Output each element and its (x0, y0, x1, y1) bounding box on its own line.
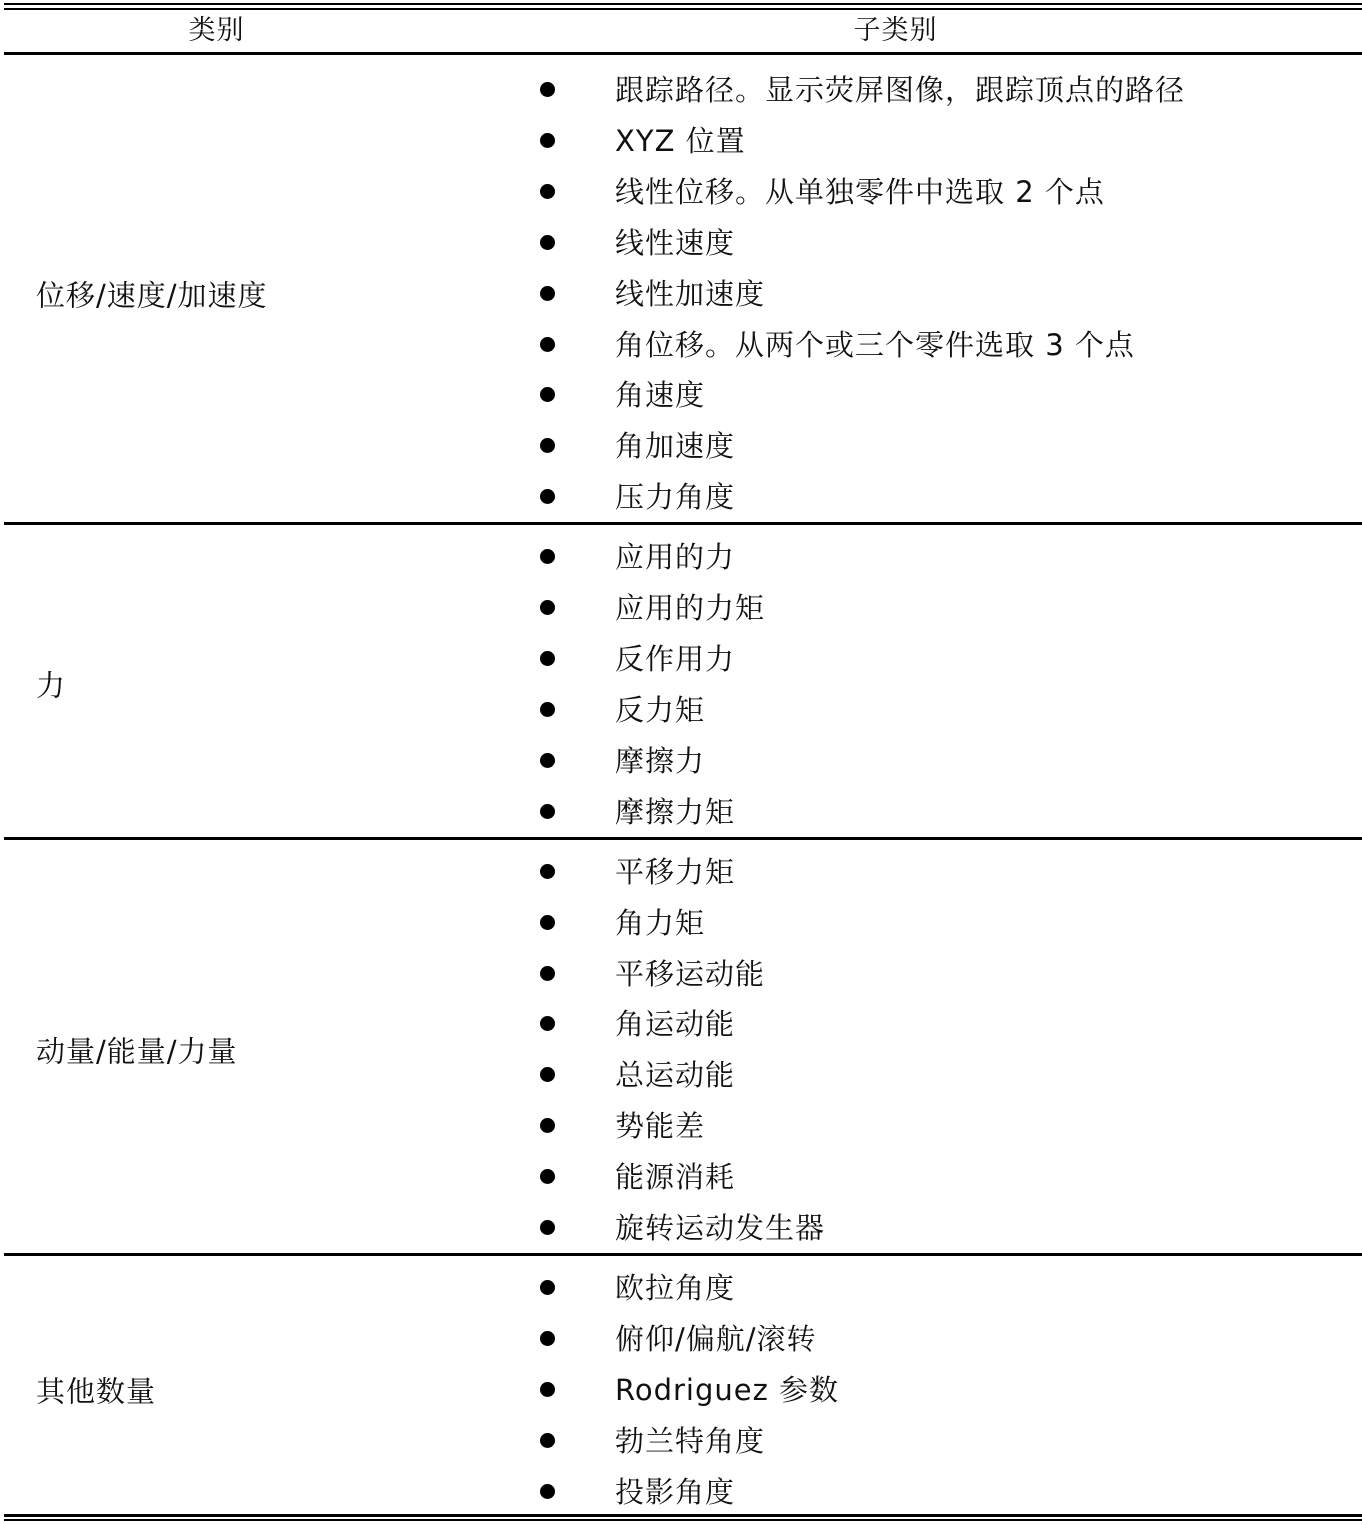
list-item (4, 1370, 1362, 1410)
list-item (4, 792, 1362, 832)
bullet-icon (540, 651, 555, 666)
table-bottom-rule-inner (4, 1519, 1362, 1521)
list-item (4, 537, 1362, 577)
bullet-icon (540, 1280, 555, 1295)
bullet-icon (540, 438, 555, 453)
list-item (4, 903, 1362, 943)
header-category: 类别 (188, 15, 245, 46)
bullet-icon (540, 1067, 555, 1082)
list-item-text: Rodriguez 参数 (615, 1372, 840, 1407)
list-item (4, 477, 1362, 517)
list-item-text: 跟踪路径。显示荧屏图像，跟踪顶点的路径 (615, 73, 1186, 107)
bullet-icon (540, 337, 555, 352)
list-item-text: 势能差 (615, 1109, 706, 1144)
list-item (4, 1421, 1362, 1461)
list-item-text: 反力矩 (615, 692, 706, 727)
bullet-icon (540, 286, 555, 301)
bullet-icon (540, 549, 555, 564)
list-item (4, 1319, 1362, 1359)
list-item (4, 954, 1362, 994)
list-item (4, 741, 1362, 781)
list-item-text: 俯仰/偏航/滚转 (615, 1321, 817, 1356)
list-item-text: 线性位移。从单独零件中选取 2 个点 (615, 174, 1105, 209)
list-item (4, 70, 1362, 110)
row-separator (4, 522, 1362, 525)
list-item-text: 应用的力 (615, 540, 736, 575)
list-item (4, 1004, 1362, 1044)
list-item (4, 588, 1362, 628)
list-item-text: 摩擦力矩 (615, 794, 736, 829)
list-item (4, 690, 1362, 730)
row-separator (4, 1253, 1362, 1256)
list-item-text: 投影角度 (615, 1474, 736, 1509)
bullet-icon (540, 753, 555, 768)
list-item-text: 勃兰特角度 (615, 1423, 766, 1458)
list-item (4, 375, 1362, 415)
bullet-icon (540, 133, 555, 148)
list-item (4, 1268, 1362, 1308)
bullet-icon (540, 804, 555, 819)
list-item-text: 平移力矩 (615, 854, 736, 889)
header-rule (4, 52, 1362, 55)
list-item (4, 639, 1362, 679)
list-item (4, 426, 1362, 466)
bullet-icon (540, 966, 555, 981)
list-item (4, 852, 1362, 892)
bullet-icon (540, 387, 555, 402)
bullet-icon (540, 1220, 555, 1235)
list-item (4, 1472, 1362, 1512)
bullet-icon (540, 702, 555, 717)
list-item-text: 线性速度 (615, 225, 736, 260)
list-item (4, 223, 1362, 263)
bullet-icon (540, 1484, 555, 1499)
list-item-text: 角加速度 (615, 429, 736, 464)
list-item (4, 1106, 1362, 1146)
list-item (4, 121, 1362, 161)
list-item (4, 274, 1362, 314)
list-item (4, 325, 1362, 365)
list-item-text: 角运动能 (615, 1007, 736, 1042)
list-item-text: 角速度 (615, 378, 706, 413)
list-item-text: 摩擦力 (615, 743, 706, 778)
list-item-text: 反作用力 (615, 642, 736, 676)
list-item (4, 1208, 1362, 1248)
bullet-icon (540, 184, 555, 199)
list-item-text: 应用的力矩 (615, 591, 766, 626)
bullet-icon (540, 235, 555, 250)
list-item-text: 压力角度 (615, 480, 736, 515)
list-item (4, 1055, 1362, 1095)
list-item-text: 角力矩 (615, 905, 706, 940)
row-category-label: 位移/速度/加速度 (36, 278, 268, 313)
bullet-icon (540, 600, 555, 615)
table-top-rule (4, 3, 1362, 5)
bullet-icon (540, 489, 555, 504)
list-item (4, 172, 1362, 212)
bullet-icon (540, 1382, 555, 1397)
row-category-label: 动量/能量/力量 (36, 1034, 238, 1069)
bullet-icon (540, 1169, 555, 1184)
bullet-icon (540, 915, 555, 930)
bullet-icon (540, 1016, 555, 1031)
bullet-icon (540, 864, 555, 879)
row-category-label: 其他数量 (36, 1374, 157, 1409)
bullet-icon (540, 1118, 555, 1133)
list-item-text: 总运动能 (615, 1058, 736, 1093)
header-subcategory: 子类别 (853, 15, 938, 46)
list-item-text: 平移运动能 (615, 956, 766, 991)
list-item-text: 角位移。从两个或三个零件选取 3 个点 (615, 327, 1135, 362)
list-item-text: 线性加速度 (615, 276, 766, 311)
list-item-text: XYZ 位置 (615, 123, 746, 158)
list-item-text: 欧拉角度 (615, 1271, 736, 1305)
bullet-icon (540, 82, 555, 97)
row-category-label: 力 (36, 668, 67, 703)
table-bottom-rule (4, 1514, 1362, 1517)
bullet-icon (540, 1433, 555, 1448)
list-item-text: 旋转运动发生器 (615, 1211, 826, 1245)
list-item (4, 1157, 1362, 1197)
bullet-icon (540, 1331, 555, 1346)
row-separator (4, 837, 1362, 840)
list-item-text: 能源消耗 (615, 1160, 736, 1195)
